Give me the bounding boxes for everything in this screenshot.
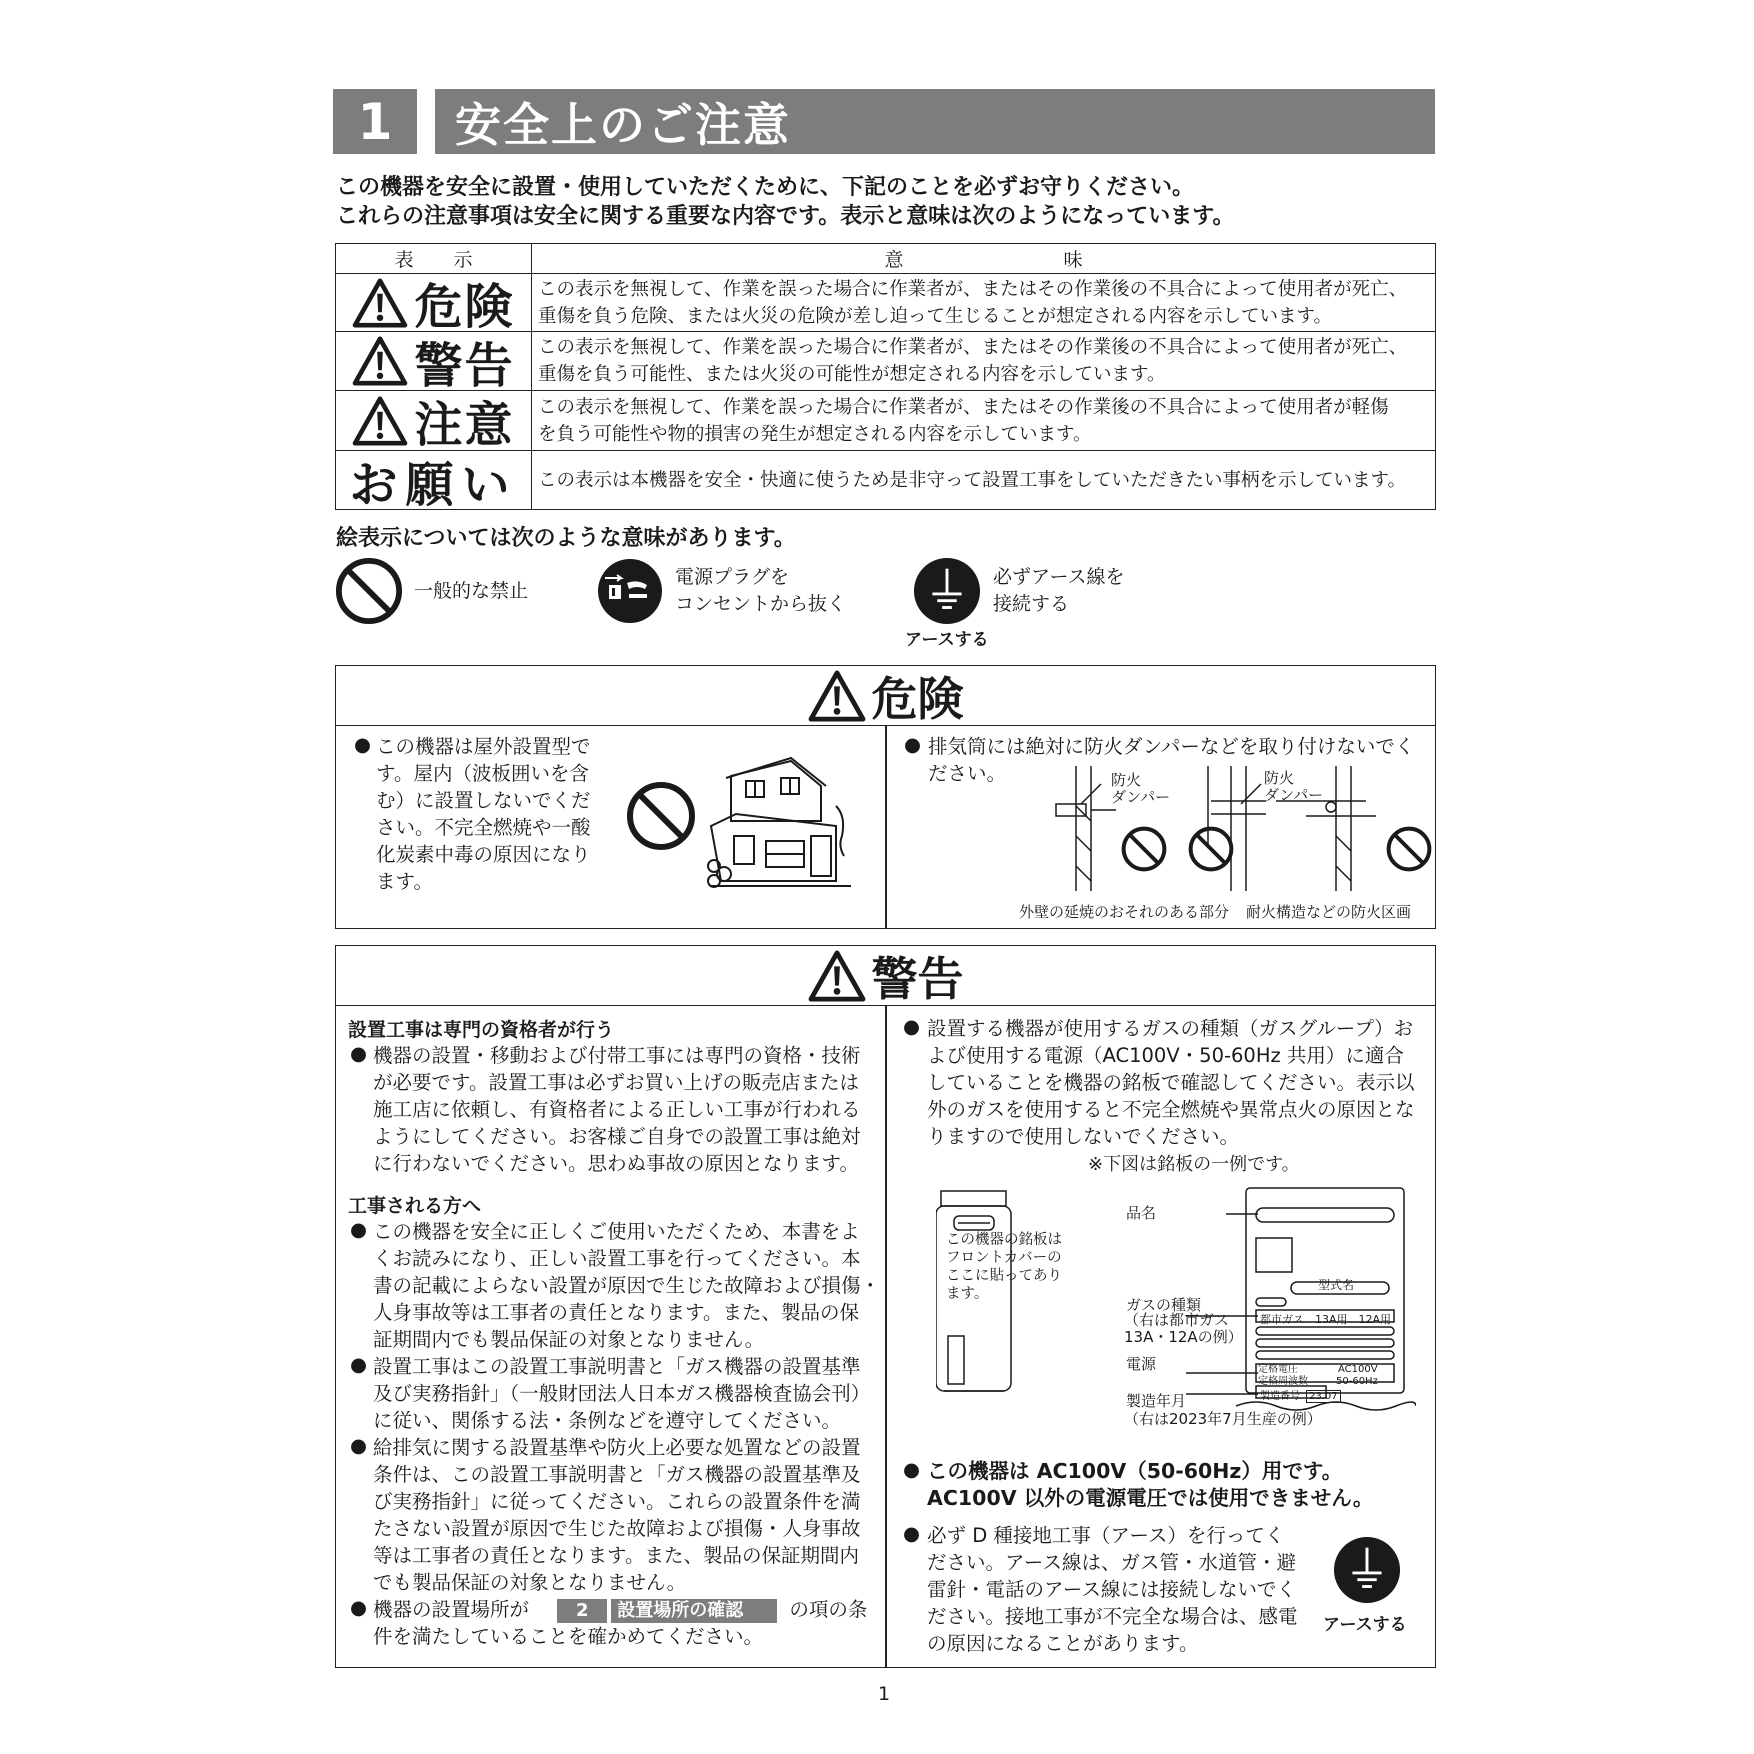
warning-left-line: に行わないでください。思わぬ事故の原因となります。: [373, 1152, 859, 1175]
pictogram-heading: 絵表示については次のような意味があります。: [336, 526, 796, 551]
power-spec-line: AC100V 以外の電源電圧では使用できません。: [927, 1486, 1374, 1510]
damper-label-2: 防火 ダンパー: [1264, 769, 1324, 804]
signal-word-danger: 危険: [414, 279, 515, 335]
damper-diagram: [1036, 766, 1436, 901]
warning-left-line: 等は工事者の責任となります。また、製品の保証期間内: [373, 1544, 859, 1567]
danger-box: 危険 ● この機器は屋外設置型で す。屋内（波板囲いを含 む）に設置しないでくだ さい。不完全燃焼や一酸 化炭素中毒の原因になり ます。 ● 排気筒には絶対に防火ダンパーなどを取り付けないでく ださい。 防火 ダンパー 防火 ダンパー 外壁の延焼のおそれのある部分 耐火構造などの防火区画: [335, 665, 1436, 929]
label-power: 電源: [1126, 1355, 1157, 1373]
meaning-text: を負う可能性や物的損害の発生が想定される内容を示しています。: [538, 423, 1092, 445]
house-illustration: [706, 746, 856, 896]
table-row-request: [336, 451, 1435, 513]
warning-right-line: 設置する機器が使用するガスの種類（ガスグループ）お: [927, 1017, 1414, 1040]
warning-right-line: よび使用する電源（AC100V・50-60Hz 共用）に適合: [927, 1044, 1404, 1067]
earth-caption: アースする: [1323, 1615, 1407, 1635]
rated-frequency-row: 定格周波数 50-60Hz: [1258, 1376, 1378, 1387]
warning-left-line: 証期間内でも製品保証の対象となりません。: [373, 1328, 765, 1351]
earth-instruction-line: の原因になることがあります。: [927, 1632, 1199, 1655]
danger-left-line: この機器は屋外設置型で: [376, 735, 591, 758]
meaning-text: 重傷を負う可能性、または火災の可能性が想定される内容を示しています。: [538, 364, 1166, 385]
table-header-display: 表示: [336, 244, 532, 273]
nameplate-location-note: この機器の銘板は フロントカバーの ここに貼ってあり ます。: [946, 1232, 1062, 1302]
prohibition-icon: [335, 557, 403, 625]
manufacture-date-note: （右は2023年7月生産の例）: [1124, 1410, 1322, 1428]
warning-left-line: 及び実務指針」（一般財団法人日本ガス機器検査協会刊）: [373, 1382, 871, 1405]
warning-left-line: に従い、関係する法・条例などを遵守してください。: [373, 1409, 842, 1432]
warning-left-line: 条件は、この設置工事説明書と「ガス機器の設置基準及: [373, 1463, 861, 1486]
signal-word-caution: 注意: [414, 397, 515, 453]
earth-caption: アースする: [905, 630, 989, 650]
warning-left-line: 書の記載によらない設置が原因で生じた故障および損傷・: [373, 1274, 881, 1297]
label-model-name: 型式名: [1318, 1278, 1355, 1292]
intro-line-1: この機器を安全に設置・使用していただくために、下記のことを必ずお守りください。: [336, 175, 1195, 200]
warning-triangle-icon: [352, 278, 408, 328]
danger-left-line: さい。不完全燃焼や一酸: [376, 816, 591, 839]
meaning-text: この表示を無視して、作業を誤った場合に作業者が、またはその作業後の不具合によって使用者が軽傷: [538, 396, 1389, 418]
warning-left-line: 施工店に依頼し、有資格者による正しい工事が行われる: [373, 1098, 861, 1121]
signal-word-warning: 警告: [414, 337, 515, 394]
signal-word-table: [335, 243, 1436, 513]
rated-voltage-row: 定格電圧 AC100V: [1258, 1364, 1378, 1375]
warning-left-line: が必要です。設置工事は必ずお買い上げの販売店または: [373, 1071, 859, 1094]
warning-left-line: 人身事故等は工事者の責任となります。また、製品の保: [373, 1301, 859, 1324]
warning-left-line: くお読みになり、正しい設置工事を行ってください。本: [373, 1247, 861, 1270]
warning-left-line: 機器の設置・移動および付帯工事には専門の資格・技術: [373, 1044, 861, 1067]
meaning-text: この表示は本機器を安全・快適に使うため是非守って設置工事をしていただきたい事柄を示しています。: [538, 469, 1407, 491]
label-gas-type: ガスの種類: [1126, 1296, 1202, 1314]
warning-left-line: 設置工事はこの設置工事説明書と「ガス機器の設置基準: [373, 1355, 861, 1378]
subheading-qualified: 設置工事は専門の資格者が行う: [348, 1019, 615, 1041]
danger-left-line: ます。: [376, 870, 433, 893]
warning-left-line: ようにしてください。お客様ご自身での設置工事は絶対: [373, 1125, 861, 1148]
warning-left-line: の項の条: [789, 1598, 868, 1621]
label-product-name: 品名: [1126, 1204, 1157, 1222]
danger-left-line: 化炭素中毒の原因になり: [376, 843, 591, 866]
nameplate-note: ※下図は銘板の一例です。: [1088, 1154, 1300, 1175]
warning-left-line: でも製品保証の対象となりません。: [373, 1571, 687, 1594]
unplug-label-2: コンセントから抜く: [675, 593, 847, 615]
signal-word-request: お願い: [349, 456, 518, 513]
warning-left-line: 件を満たしていることを確かめてください。: [373, 1625, 764, 1648]
warning-left-line: 給排気に関する設置基準や防火上必要な処置などの設置: [373, 1436, 861, 1459]
meaning-text: この表示を無視して、作業を誤った場合に作業者が、またはその作業後の不具合によって使用者が死亡、: [538, 337, 1408, 358]
intro-line-2: これらの注意事項は安全に関する重要な内容です。表示と意味は次のようになっています。: [336, 204, 1235, 229]
damper-label-1: 防火 ダンパー: [1111, 771, 1171, 806]
meaning-text: この表示を無視して、作業を誤った場合に作業者が、またはその作業後の不具合によって使用者が死亡、: [538, 278, 1408, 300]
warning-triangle-icon: [352, 336, 408, 386]
danger-right-line: 排気筒には絶対に防火ダンパーなどを取り付けないでく: [928, 735, 1415, 758]
prohibition-label: 一般的な禁止: [414, 580, 529, 602]
caption-exterior-wall: 外壁の延焼のおそれのある部分: [1019, 903, 1230, 921]
warning-right-line: 外のガスを使用すると不完全燃焼や異常点火の原因とな: [927, 1098, 1415, 1121]
section-ref-number[interactable]: 2: [557, 1599, 607, 1623]
table-row-warning: [336, 332, 1435, 394]
earth-label-2: 接続する: [993, 593, 1070, 615]
warning-left-line: び実務指針」に従ってください。これらの設置条件を満: [373, 1490, 861, 1513]
gas-type-value: 都市ガス 13A用 12A用: [1260, 1313, 1392, 1326]
warning-left-line: この機器を安全に正しくご使用いただくため、本書をよ: [373, 1220, 860, 1243]
serial-row: 製造番号 23.07: [1260, 1387, 1341, 1402]
danger-right-line: ださい。: [928, 762, 1007, 785]
warning-right-line: していることを機器の銘板で確認してください。表示以: [927, 1071, 1415, 1094]
danger-left-line: す。屋内（波板囲いを含: [376, 762, 589, 785]
section-title: 安全上のご注意: [435, 89, 1435, 154]
danger-left-line: む）に設置しないでくだ: [376, 789, 591, 812]
power-spec-line: この機器は AC100V（50-60Hz）用です。: [927, 1459, 1343, 1483]
section-number: 1: [333, 89, 417, 154]
table-header-meaning: 意味: [884, 249, 1243, 271]
unplug-label-1: 電源プラグを: [675, 566, 790, 588]
warning-left-line: 機器の設置場所が: [373, 1598, 530, 1621]
section-ref-link[interactable]: 設置場所の確認: [611, 1599, 777, 1623]
earth-instruction-line: ださい。アース線は、ガス管・水道管・避: [927, 1551, 1296, 1574]
earth-label-1: 必ずアース線を: [993, 566, 1125, 588]
table-row-caution: [336, 391, 1435, 451]
earth-instruction-line: 必ず D 種接地工事（アース）を行ってく: [927, 1524, 1285, 1547]
warning-right-line: りますので使用しないでください。: [927, 1125, 1240, 1148]
subheading-installers: 工事される方へ: [348, 1195, 482, 1217]
danger-box-title: 危険: [871, 671, 964, 726]
caption-fire-compartment: 耐火構造などの防火区画: [1246, 903, 1412, 921]
warning-box: 警告 設置工事は専門の資格者が行う ● 機器の設置・移動および付帯工事には専門の資格・技術 が必要です。設置工事は必ずお買い上げの販売店または 施工店に依頼し、有資格者による正しい工事が行われる ようにしてください。お客様ご自身での設置工事は絶対 に行わないでください。思わぬ事故の原因となります。 工事される方へ ● この機器を安全に正しくご使用いただくため、本書をよ くお読みになり、正しい設置工事を行ってください。本 書の記載によらない設置が原因で生じた故障および損傷・ 人身事故等は工事者の責任となります。また、製品の保 証期間内でも製品保証の対象となりません。 ● 設置工事はこの設置工事説明書と「ガス機器の設置基準 及び実務指針」（一般財団法人日本ガス機器検査協会刊） に従い、関係する法・条例などを遵守してください。 ● 給排気に関する設置基準や防火上必要な処置などの設置 条件は、この設置工事説明書と「ガス機器の設置基準及 び実務指針」に従ってください。これらの設置条件を満 たさない設置が原因で生じた故障および損傷・人身事故 等は工事者の責任となります。また、製品の保証期間内 でも製品保証の対象となりません。 ● 機器の設置場所が 2 設置場所の確認 の項の条 件を満たしていることを確かめてください。 ● 設置する機器が使用するガスの種類（ガスグループ）お よび使用する電源（AC100V・50-60Hz 共用）に適合 していることを機器の銘板で確認してください。表示以 外のガスを使用すると不完全燃焼や異常点火の原因とな りますので使用しないでください。 ※下図は銘板の一例です。 この機器の銘板は フロントカバーの ここに貼ってあり ます。 品名 型式名 ガスの種類 （右は都市ガス 13A・12Aの例） 都市ガス 13A用 12A用 電源 定格電圧 AC100V 定格周波数 50-60Hz 製造年月 （右は2023年7月生産の例） 製造番号 23.07 ● この機器は AC100V（50-60Hz）用です。 AC100V 以外の電源電圧では使用できません。 ● 必ず D 種接地工事（アース）を行ってく ださい。アース線は、ガス管・水道管・避 雷針・電話のアース線には接続しないでく ださい。接地工事が不完全な場合は、感電 の原因になることがあります。 アースする: [335, 945, 1436, 1668]
earth-instruction-line: 雷針・電話のアース線には接続しないでく: [927, 1578, 1296, 1601]
warning-triangle-icon: [352, 396, 408, 446]
unplug-icon: [597, 558, 663, 624]
meaning-text: 重傷を負う危険、または火災の危険が差し迫って生じることが想定される内容を示しています。: [538, 305, 1333, 327]
gas-type-note: （右は都市ガス 13A・12Aの例）: [1124, 1311, 1243, 1346]
label-manufacture-date: 製造年月: [1126, 1392, 1187, 1410]
earth-icon: [913, 557, 981, 625]
warning-triangle-icon: [808, 950, 866, 1002]
warning-left-line: たさない設置が原因で生じた故障および損傷・人身事故: [373, 1517, 861, 1540]
earth-instruction-line: ださい。接地工事が不完全な場合は、感電: [927, 1605, 1298, 1628]
earth-icon: [1333, 1536, 1401, 1604]
warning-box-title: 警告: [871, 951, 964, 1006]
prohibition-icon: [626, 781, 696, 851]
warning-triangle-icon: [808, 670, 866, 722]
table-row-danger: [336, 274, 1435, 335]
page-number: 1: [878, 1683, 891, 1705]
